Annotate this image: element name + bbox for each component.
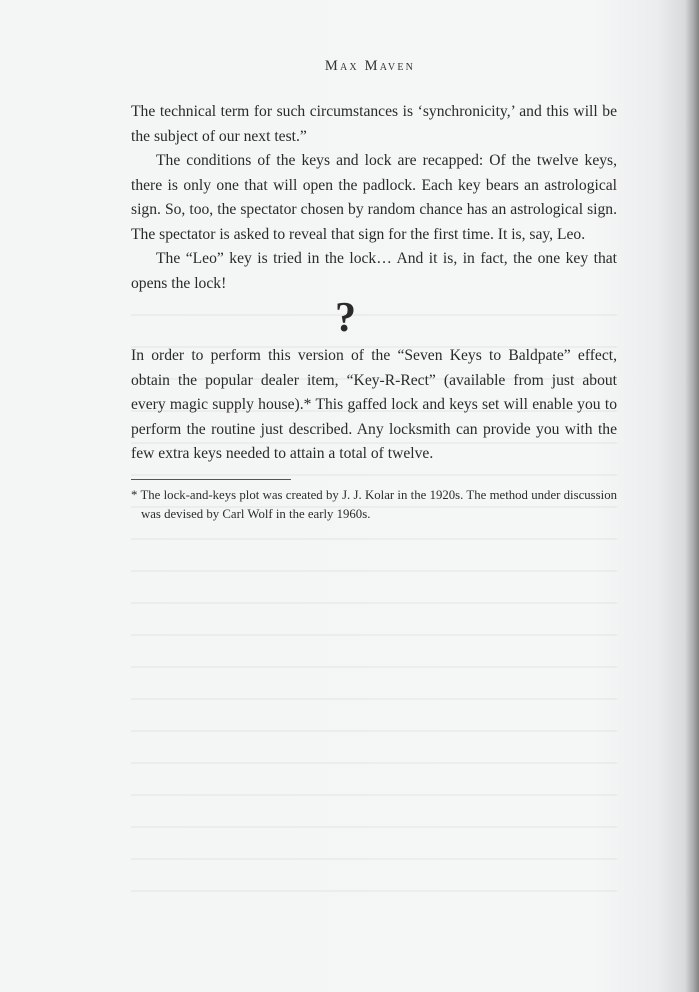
page-edge-shadow — [685, 0, 699, 992]
paragraph-3: The “Leo” key is tried in the lock… And it is, in fact, the one key that opens the lock! — [131, 250, 617, 292]
footnote: * The lock-and-keys plot was created by J. J. Kolar in the 1920s. The method under discussion was devised by Carl Wolf in the early 1960s. — [131, 487, 617, 521]
paragraph-1: The technical term for such circumstances is ‘synchronicity,’ and this will be the subject of our next test.” — [131, 103, 617, 145]
running-head: Max Maven — [324, 58, 416, 74]
paragraph-2: The conditions of the keys and lock are recapped: Of the twelve keys, there is only one that will open the padlock. Each key bears an astrological sign. So, too, the spectator chosen by random chance has an astrological sign. The spectator is asked to reveal that sign for the first time. It is, say, Leo. — [131, 152, 617, 243]
section-divider — [131, 295, 617, 344]
paragraph-4: In order to perform this version of the “Seven Keys to Baldpate” effect, obtain the popular dealer item, “Key-R-Rect” (available from just about every magic supply house).* This gaffed lock and keys set will enable you to perform the routine just described. Any locksmith can provide you with the few extra keys needed to attain a total of twelve. — [131, 347, 617, 462]
body-text — [131, 100, 617, 524]
question-mark-ornament: ? — [335, 295, 356, 341]
footnote-rule — [131, 479, 291, 480]
